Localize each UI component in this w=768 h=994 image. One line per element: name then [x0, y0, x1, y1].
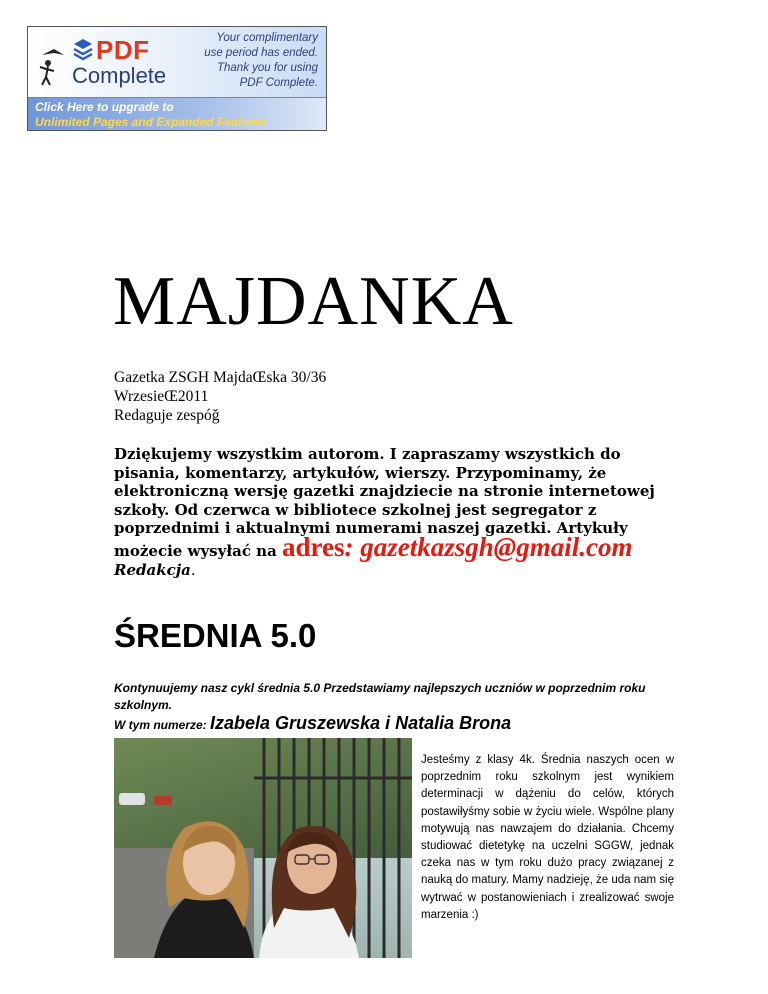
intro-paragraph [114, 445, 674, 579]
email-label: adres [282, 531, 345, 562]
masthead-line-editors: Redaguje zespóǧ [114, 407, 220, 424]
article-text: Jesteśmy z klasy 4k. Średnia naszych ocen w poprzednim roku szkolnym jest wynikiem determinacji w dążeniu do celów, których postawiłyśmy sobie w życiu wiele. Wspólne plany motywują nas nawzajem do działania. Chcemy studiować dietetykę na uczelni SGGW, jednak czeka nas w tym roku dużo pracy związanej z nauką do matury. Mamy nadzieję, że uda nam się wytrwać w postanowieniach i zrealizować swoje marzenia :) [421, 754, 674, 921]
issue-label: W tym numerze: [114, 718, 211, 732]
issue-line [114, 713, 511, 734]
upgrade-link[interactable] [28, 97, 326, 131]
students-photo-illustration [114, 738, 412, 958]
layers-icon [72, 37, 94, 63]
email-address[interactable] [282, 532, 633, 562]
section-lead: Kontynuujemy nasz cykl średnia 5.0 Przedstawiamy najlepszych uczniów w poprzednim roku szkolnym. [114, 681, 646, 712]
students-photo [114, 738, 412, 958]
signature: Redakcja [114, 560, 191, 579]
masthead-line-date: WrzesieŒ2011 [114, 388, 209, 405]
flying-man-icon [34, 33, 74, 93]
banner-message-line: Thank you for using [216, 62, 318, 74]
logo-complete-text: Complete [72, 63, 167, 88]
upgrade-link-line[interactable]: Unlimited Pages and Expanded Features [35, 115, 268, 129]
intro-text: Dziękujemy wszystkim autorom. I zapraszamy wszystkich do pisania, komentarzy, artykułów, wierszy. Przypominamy, że elektroniczną wersję gazetki znajdziecie na stronie internetowej szkoły. Od czerwca w bibliotece szkolnej jest segregator z poprzednimi i aktualnymi numerami naszej gazetki. Artykuły możecie wysyłać na [114, 445, 655, 560]
section-title: ŚREDNIA 5.0 [114, 617, 317, 654]
masthead-info [114, 368, 326, 425]
banner-message-line: use period has ended. [204, 47, 318, 59]
banner-message [178, 31, 318, 91]
signature-period: . [190, 560, 196, 579]
email-value[interactable]: : gazetkazsgh@gmail.com [344, 531, 633, 562]
banner-message-line: Your complimentary [216, 32, 318, 44]
pdf-complete-banner[interactable] [27, 26, 327, 131]
issue-names: Izabela Gruszewska i Natalia Brona [210, 713, 512, 733]
upgrade-link-line[interactable]: Click Here to upgrade to [35, 100, 174, 114]
masthead-line-school: Gazetka ZSGH MajdaŒska 30/36 [114, 369, 327, 386]
magazine-title: MAJDANKA [113, 263, 514, 340]
banner-message-line: PDF Complete. [239, 77, 318, 89]
logo-pdf-text: PDF [96, 35, 150, 65]
